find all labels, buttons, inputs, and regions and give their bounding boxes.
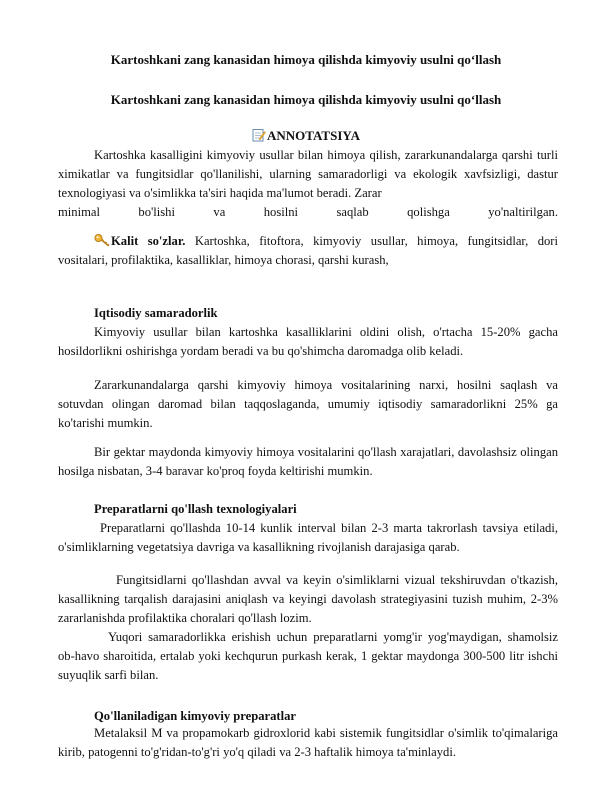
section-heading-technology: Preparatlarni qo'llash texnologiyalari bbox=[94, 502, 297, 516]
economic-paragraph-1: Kimyoviy usullar bilan kartoshka kasalliklarini oldini olish, o'rtacha 15-20% gacha hosildorlikni oshirishga yordam beradi va bu qo'shimcha daromadga olib keladi. bbox=[58, 325, 558, 358]
annotation-heading: ANNOTATSIYA bbox=[267, 128, 360, 143]
key-icon bbox=[94, 233, 110, 247]
annotation-last-line: minimal bo'lishi va hosilni saqlab qolishga yo'naltirilgan. bbox=[58, 205, 558, 219]
technology-paragraph-1: Preparatlarni qo'llashda 10-14 kunlik interval bilan 2-3 marta takrorlash tavsiya etiladi, o'simliklarning vegetatsiya davriga va kasallikning rivojlanish darajasiga qarab. bbox=[58, 521, 558, 554]
section-heading-preparations: Qo'llaniladigan kimyoviy preparatlar bbox=[94, 709, 296, 723]
preparations-paragraph-1: Metalaksil M va propamokarb gidroxlorid kabi sistemik fungitsidlar o'simlik to'qimalariga kirib, patogenni to'g'ridan-to'g'ri yo'q qiladi va 2-3 haftalik himoya ta'minlaydi. bbox=[58, 726, 558, 759]
document-title: Kartoshkani zang kanasidan himoya qilishda kimyoviy usulni qo‘llash bbox=[110, 52, 502, 67]
technology-paragraph-2: Fungitsidlarni qo'llashdan avval va keyin o'simliklarni vizual tekshiruvdan o'tkazish, kasallikning tarqalish darajasini aniqlash va keyingi davolash strategiyasini tuzish muhim, 2-3% zararlanishda profilaktika choralari qo'llash lozim. bbox=[58, 573, 558, 625]
keywords-paragraph bbox=[58, 232, 558, 270]
annotation-paragraph bbox=[58, 146, 558, 203]
technology-paragraph-3: Yuqori samaradorlikka erishish uchun preparatlarni yomg'ir yog'maydigan, shamolsiz ob-havo sharoitida, ertalab yoki kechqurun purkash kerak, 1 gektar maydonga 300-500 litr ishchi suyuqlik sarfi bilan. bbox=[58, 630, 558, 682]
section-heading-economic: Iqtisodiy samaradorlik bbox=[94, 306, 218, 320]
annotation-heading-row bbox=[0, 126, 612, 145]
document-subtitle: Kartoshkani zang kanasidan himoya qilishda kimyoviy usulni qo‘llash bbox=[110, 92, 502, 107]
memo-icon bbox=[252, 128, 266, 142]
economic-paragraph-3: Bir gektar maydonda kimyoviy himoya vositalarini qo'llash xarajatlari, davolashsiz olingan hosilga nisbatan, 3-4 baravar ko'proq foyda keltirishi mumkin. bbox=[58, 445, 558, 478]
keywords-text: Kartoshka, fitoftora, kimyoviy usullar, himoya, fungitsidlar, dori vositalari, profilaktika, kasalliklar, himoya chorasi, qarshi kurash, bbox=[58, 234, 558, 267]
keywords-label: Kalit so'zlar. bbox=[111, 234, 186, 248]
annotation-text: Kartoshka kasalligini kimyoviy usullar bilan himoya qilish, zararkunandalarga qarshi turli ximikatlar va fungitsidlar qo'llanilishi, ularning samaradorligi va ekologik xavfsizligi, dastur texnologiyasi va o'simlikka ta'siri haqida ma'lumot beradi. Zarar bbox=[58, 148, 558, 200]
economic-paragraph-2: Zararkunandalarga qarshi kimyoviy himoya vositalarining narxi, hosilni saqlash va sotuvdan olingan daromad bilan taqqoslaganda, umumiy iqtisodiy samaradorlikni 25% ga ko'tarishi mumkin. bbox=[58, 378, 558, 430]
